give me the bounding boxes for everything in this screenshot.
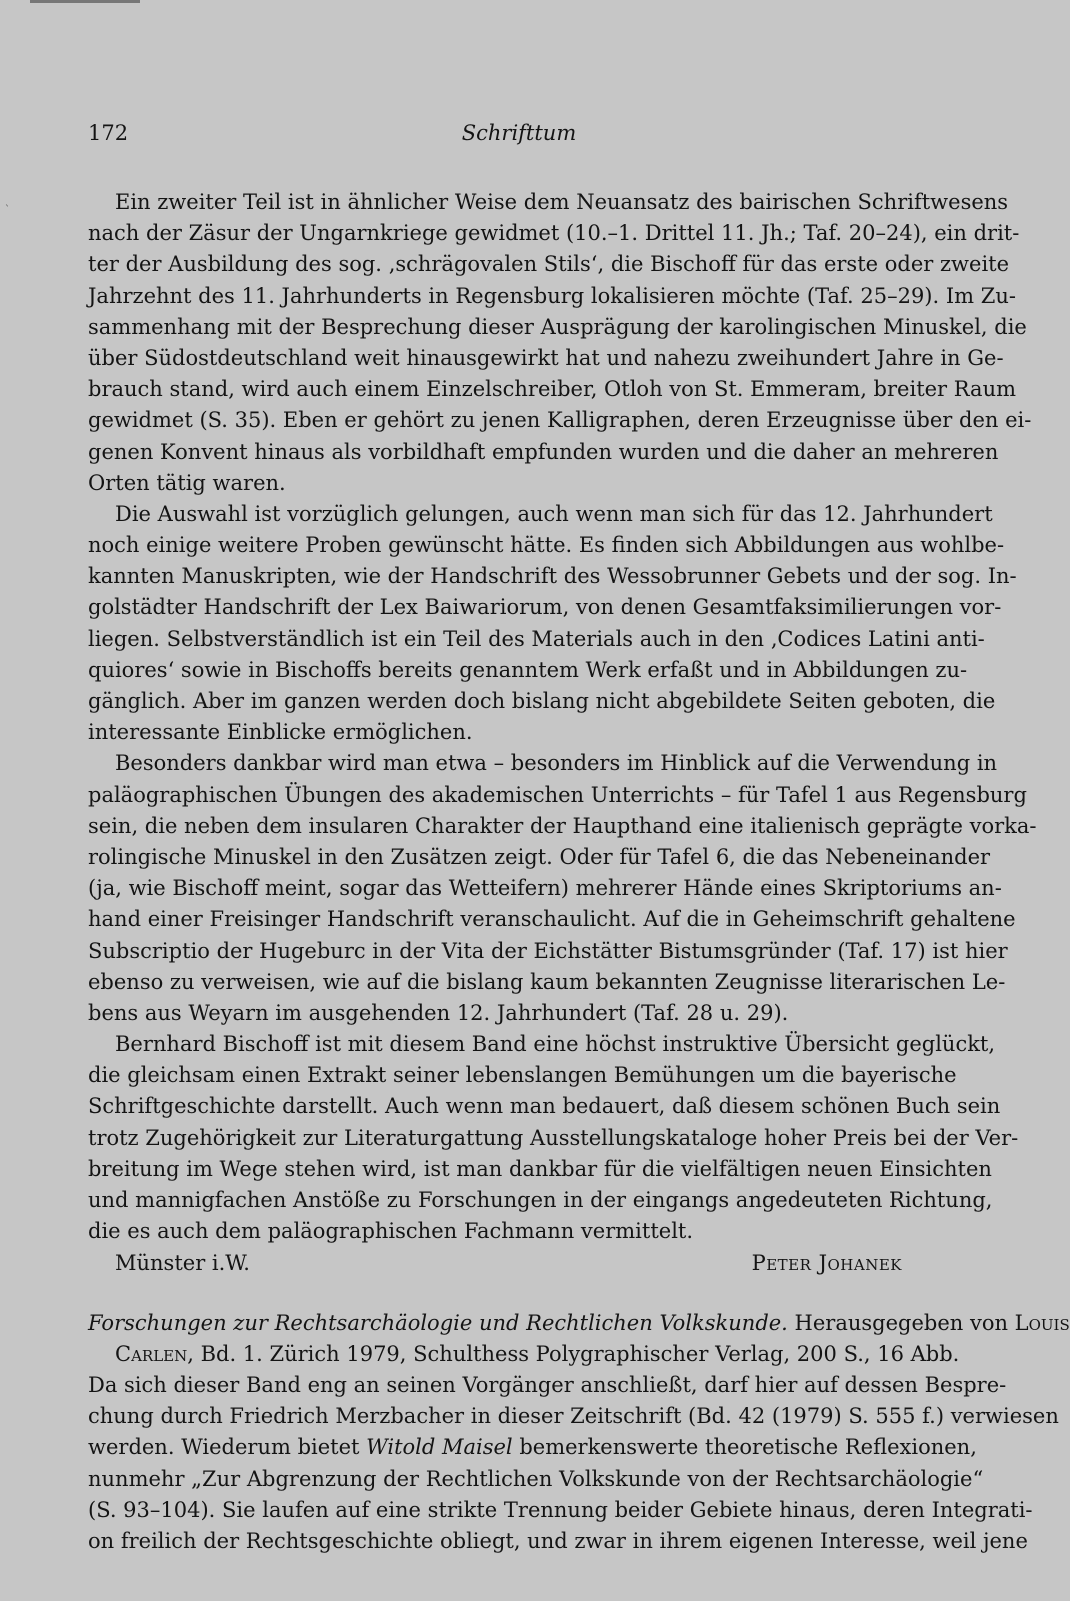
text-line (88, 1432, 977, 1463)
text-line: die gleichsam einen Extrakt seiner lebenslangen Bemühungen um die bayerische (88, 1063, 957, 1088)
review1-paragraph-2 (88, 499, 1017, 749)
text-line: sammenhang mit der Besprechung dieser Ausprägung der karolingischen Minuskel, die (88, 314, 1027, 339)
review1-paragraph-3 (88, 748, 1037, 1029)
citation-rest: , Bd. 1. Zürich 1979, Schulthess Polygraphischer Verlag, 200 S., 16 Abb. (187, 1341, 960, 1366)
page-number: 172 (88, 121, 129, 145)
scan-edge-mark (30, 0, 140, 3)
text-line: (S. 93–104). Sie laufen auf eine strikte Trennung beider Gebiete hinaus, deren Integrati- (88, 1497, 1033, 1522)
text-line: bens aus Weyarn im ausgehenden 12. Jahrhundert (Taf. 28 u. 29). (88, 1000, 789, 1025)
text-line: Besonders dankbar wird man etwa – besonders im Hinblick auf die Verwendung in (115, 751, 998, 776)
citation-line-2 (88, 1339, 960, 1370)
text-line: Da sich dieser Band eng an seinen Vorgänger anschließt, darf hier auf dessen Bespre- (88, 1372, 1007, 1397)
text-line: quiores‘ sowie in Bischoffs bereits genanntem Werk erfaßt und in Abbildungen zu- (88, 657, 968, 682)
text-line: liegen. Selbstverständlich ist ein Teil des Materials auch in den ‚Codices Latini anti- (88, 626, 985, 651)
text-line: Schriftgeschichte darstellt. Auch wenn man bedauert, daß diesem schönen Buch sein (88, 1094, 1001, 1119)
line-segment: werden. Wiederum bietet (88, 1435, 367, 1460)
text-line: gänglich. Aber im ganzen werden doch bislang nicht abgebildete Seiten geboten, die (88, 689, 996, 713)
review-signature (88, 1248, 950, 1279)
text-line: trotz Zugehörigkeit zur Literaturgattung Ausstellungskataloge hoher Preis bei der Ver- (88, 1125, 1019, 1150)
citation-line-1 (88, 1308, 1070, 1339)
author-name: Witold Maisel (366, 1435, 513, 1460)
text-line: Die Auswahl ist vorzüglich gelungen, auch wenn man sich für das 12. Jahrhundert (115, 501, 993, 526)
running-head (88, 118, 950, 148)
section-gap (88, 1280, 950, 1308)
text-line: golstädter Handschrift der Lex Baiwariorum, von denen Gesamtfaksimilierungen vor- (88, 595, 1002, 620)
text-line: rolingische Minuskel in den Zusätzen zeigt. Oder für Tafel 6, die das Nebeneinander (88, 844, 991, 869)
signature-author: Peter Johanek (751, 1251, 902, 1276)
book-title: Forschungen zur Rechtsarchäologie und Rechtlichen Volkskunde. (88, 1310, 788, 1335)
editor-prefix: Herausgegeben von (787, 1310, 1015, 1335)
signature-place: Münster i.W. (115, 1251, 250, 1276)
text-line: ter der Ausbildung des sog. ‚schrägovalen Stils‘, die Bischoff für das erste oder zweite (88, 252, 1010, 277)
text-line: chung durch Friedrich Merzbacher in dieser Zeitschrift (Bd. 42 (1979) S. 555 f.) verwiesen (88, 1404, 1059, 1429)
review1-paragraph-1 (88, 187, 1032, 499)
text-line: und mannigfachen Anstöße zu Forschungen in der eingangs angedeuteten Richtung, (88, 1188, 993, 1212)
text-line: Jahrzehnt des 11. Jahrhunderts in Regensburg lokalisieren möchte (Taf. 25–29). Im Zu- (88, 283, 1016, 308)
text-line: Orten tätig waren. (88, 470, 286, 495)
editor-first-name: Louis (1014, 1310, 1070, 1335)
text-block (88, 187, 1070, 1557)
text-line: genen Konvent hinaus als vorbildhaft empfunden wurden und die daher an mehreren (88, 439, 999, 464)
text-line: noch einige weitere Proben gewünscht hätte. Es finden sich Abbildungen aus wohlbe- (88, 533, 1005, 558)
review1-paragraph-4 (88, 1029, 1019, 1247)
text-line: interessante Einblicke ermöglichen. (88, 720, 473, 745)
scan-speck: ` (5, 205, 10, 216)
text-line: Subscriptio der Hugeburc in der Vita der Eichstätter Bistumsgründer (Taf. 17) ist hier (88, 938, 1008, 963)
text-line: über Südostdeutschland weit hinausgewirkt hat und nahezu zweihundert Jahre in Ge- (88, 345, 1004, 370)
text-line: ebenso zu verweisen, wie auf die bislang kaum bekannten Zeugnisse literarischen Le- (88, 969, 1006, 994)
text-line: brauch stand, wird auch einem Einzelschreiber, Otloh von St. Emmeram, breiter Raum (88, 377, 1017, 402)
review2-paragraph-1 (88, 1370, 1059, 1557)
text-line: kannten Manuskripten, wie der Handschrift des Wessobrunner Gebets und der sog. In- (88, 564, 1017, 589)
text-line: on freilich der Rechtsgeschichte obliegt, und zwar in ihrem eigenen Interesse, weil jene (88, 1528, 1028, 1553)
review2-citation (88, 1308, 1070, 1370)
text-line: die es auch dem paläographischen Fachmann vermittelt. (88, 1219, 694, 1244)
line-segment: bemerkenswerte theoretische Reflexionen, (512, 1435, 977, 1460)
text-line: Bernhard Bischoff ist mit diesem Band eine höchst instruktive Übersicht geglückt, (115, 1032, 996, 1057)
text-line: paläographischen Übungen des akademischen Unterrichts – für Tafel 1 aus Regensburg (88, 782, 1027, 807)
text-line: gewidmet (S. 35). Eben er gehört zu jenen Kalligraphen, deren Erzeugnisse über den ei- (88, 408, 1032, 433)
text-line: nach der Zäsur der Ungarnkriege gewidmet (10.–1. Drittel 11. Jh.; Taf. 20–24), ein drit- (88, 221, 1020, 246)
text-line: (ja, wie Bischoff meint, sogar das Wetteifern) mehrerer Hände eines Skriptoriums an- (88, 876, 1002, 901)
text-line: Ein zweiter Teil ist in ähnlicher Weise dem Neuansatz des bairischen Schriftwesens (115, 190, 1009, 214)
editor-last-name: Carlen (115, 1341, 188, 1366)
text-line: sein, die neben dem insularen Charakter der Haupthand eine italienisch geprägte vorka- (88, 813, 1037, 838)
text-line: hand einer Freisinger Handschrift veranschaulicht. Auf die in Geheimschrift gehaltene (88, 907, 1016, 932)
text-line: nunmehr „Zur Abgrenzung der Rechtlichen Volkskunde von der Rechtsarchäologie“ (88, 1466, 984, 1491)
running-title: Schrifttum (461, 121, 577, 145)
text-line: breitung im Wege stehen wird, ist man dankbar für die vielfältigen neuen Einsichten (88, 1156, 992, 1181)
